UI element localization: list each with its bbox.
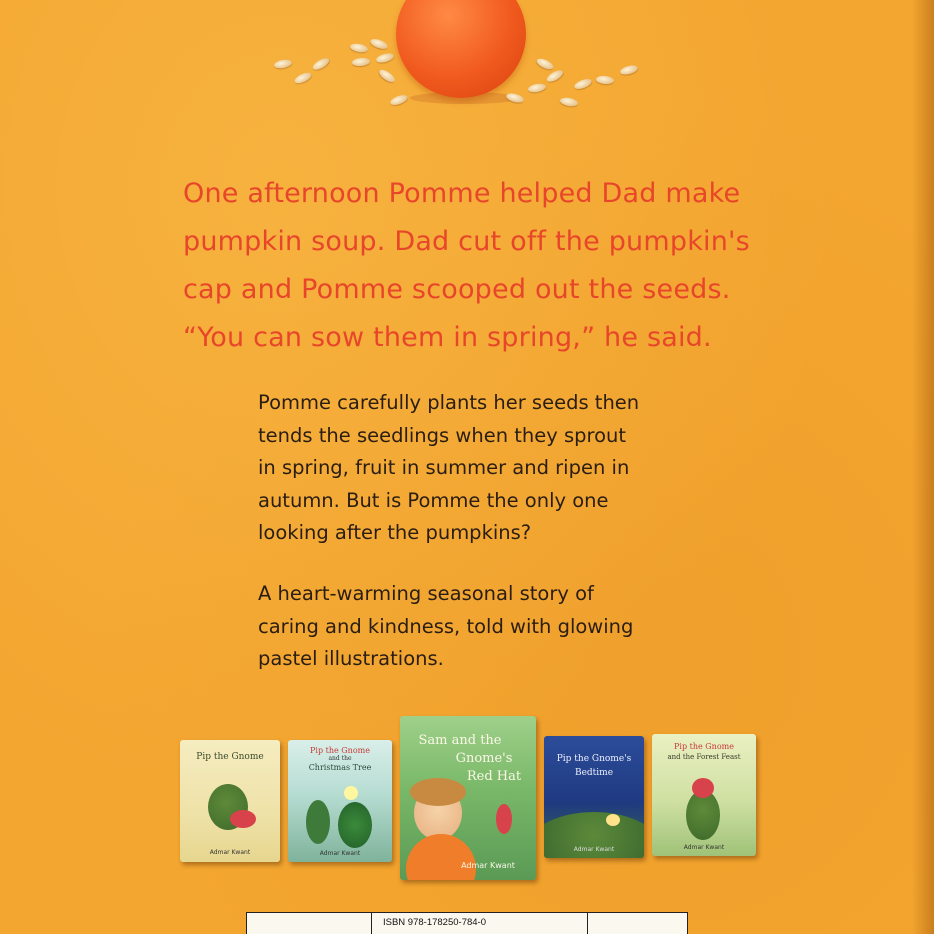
headline-text xyxy=(183,170,763,362)
tree-illustration xyxy=(338,802,372,848)
book-author: Admar Kwant xyxy=(209,849,251,856)
book-cover-sam-red-hat xyxy=(400,716,536,880)
star-glow xyxy=(344,786,358,800)
child-hair-illustration xyxy=(410,778,466,806)
book-title: and the Forest Feast xyxy=(667,753,741,761)
child-body-illustration xyxy=(406,834,476,880)
book-author: Admar Kwant xyxy=(683,844,725,851)
book-title: Pip the Gnome's xyxy=(556,754,632,764)
pumpkin-seed xyxy=(596,75,615,85)
pumpkin-illustration xyxy=(396,0,526,98)
gnome-hat-illustration xyxy=(230,810,256,828)
book-author: Admar Kwant xyxy=(319,850,361,857)
barcode-box xyxy=(246,912,688,934)
book-author: Admar Kwant xyxy=(461,861,515,870)
blurb-line: tends the seedlings when they sprout xyxy=(258,423,627,447)
pumpkin-seed xyxy=(505,92,524,104)
pumpkin-seed xyxy=(352,57,371,67)
pumpkin-seed xyxy=(273,58,292,69)
book-title-sub: Christmas Tree xyxy=(308,763,372,772)
blurb-line: caring and kindness, told with glowing xyxy=(258,614,634,638)
gnome-illustration xyxy=(496,804,512,834)
book-title: Bedtime xyxy=(574,768,614,778)
book-title: Gnome's xyxy=(455,751,513,766)
pumpkin-seed xyxy=(559,96,578,107)
pumpkin-seed xyxy=(535,57,555,72)
pumpkin-seed xyxy=(369,37,389,51)
pumpkin-seed xyxy=(293,71,313,86)
headline-line: pumpkin soup. Dad cut off the pumpkin's xyxy=(183,226,750,257)
book-cover-pip-the-gnome xyxy=(180,740,280,862)
pumpkin-seed xyxy=(389,93,409,107)
blurb-paragraph-1 xyxy=(258,387,718,550)
book-cover-pip-christmas-tree xyxy=(288,740,392,862)
lantern-glow xyxy=(606,814,620,826)
headline-line: cap and Pomme scooped out the seeds. xyxy=(183,274,731,305)
pumpkin-seed xyxy=(311,56,331,72)
blurb-paragraph-2 xyxy=(258,578,718,676)
blurb-line: in spring, fruit in summer and ripen in xyxy=(258,456,630,479)
gnome-hat-illustration xyxy=(692,778,714,798)
blurb-line: Pomme carefully plants her seeds then xyxy=(258,391,640,414)
blurb-line: A heart-warming seasonal story of xyxy=(258,582,594,605)
book-author: Admar Kwant xyxy=(573,846,615,853)
book-title-sub: and the xyxy=(328,755,352,762)
book-title: Sam and the xyxy=(418,733,502,748)
pumpkin-seed xyxy=(377,68,396,85)
pumpkin-seed xyxy=(349,42,368,53)
blurb-line: pastel illustrations. xyxy=(258,647,444,670)
pumpkin-seed xyxy=(573,77,593,91)
headline-line: “You can sow them in spring,” he said. xyxy=(183,322,712,353)
publisher-logo-cell xyxy=(247,913,372,934)
page-edge xyxy=(912,0,934,934)
pumpkin-seed xyxy=(619,64,638,76)
pumpkin-seed xyxy=(545,68,565,84)
isbn-text: ISBN 978-178250-784-0 xyxy=(383,917,486,928)
blurb-line: looking after the pumpkins? xyxy=(258,521,532,544)
pumpkin-seed xyxy=(375,52,394,64)
pumpkin-seed xyxy=(527,82,546,93)
book-cover-pip-forest-feast xyxy=(652,734,756,856)
book-title: Pip the Gnome xyxy=(310,746,370,755)
blurb-line: autumn. But is Pomme the only one xyxy=(258,488,609,512)
book-title: Red Hat xyxy=(466,769,522,784)
book-title: Pip the Gnome xyxy=(196,752,264,762)
book-title: Pip the Gnome xyxy=(674,742,734,751)
gnome-illustration xyxy=(306,800,330,844)
book-cover-pip-bedtime xyxy=(544,736,644,858)
headline-line: One afternoon Pomme helped Dad make xyxy=(183,178,741,209)
